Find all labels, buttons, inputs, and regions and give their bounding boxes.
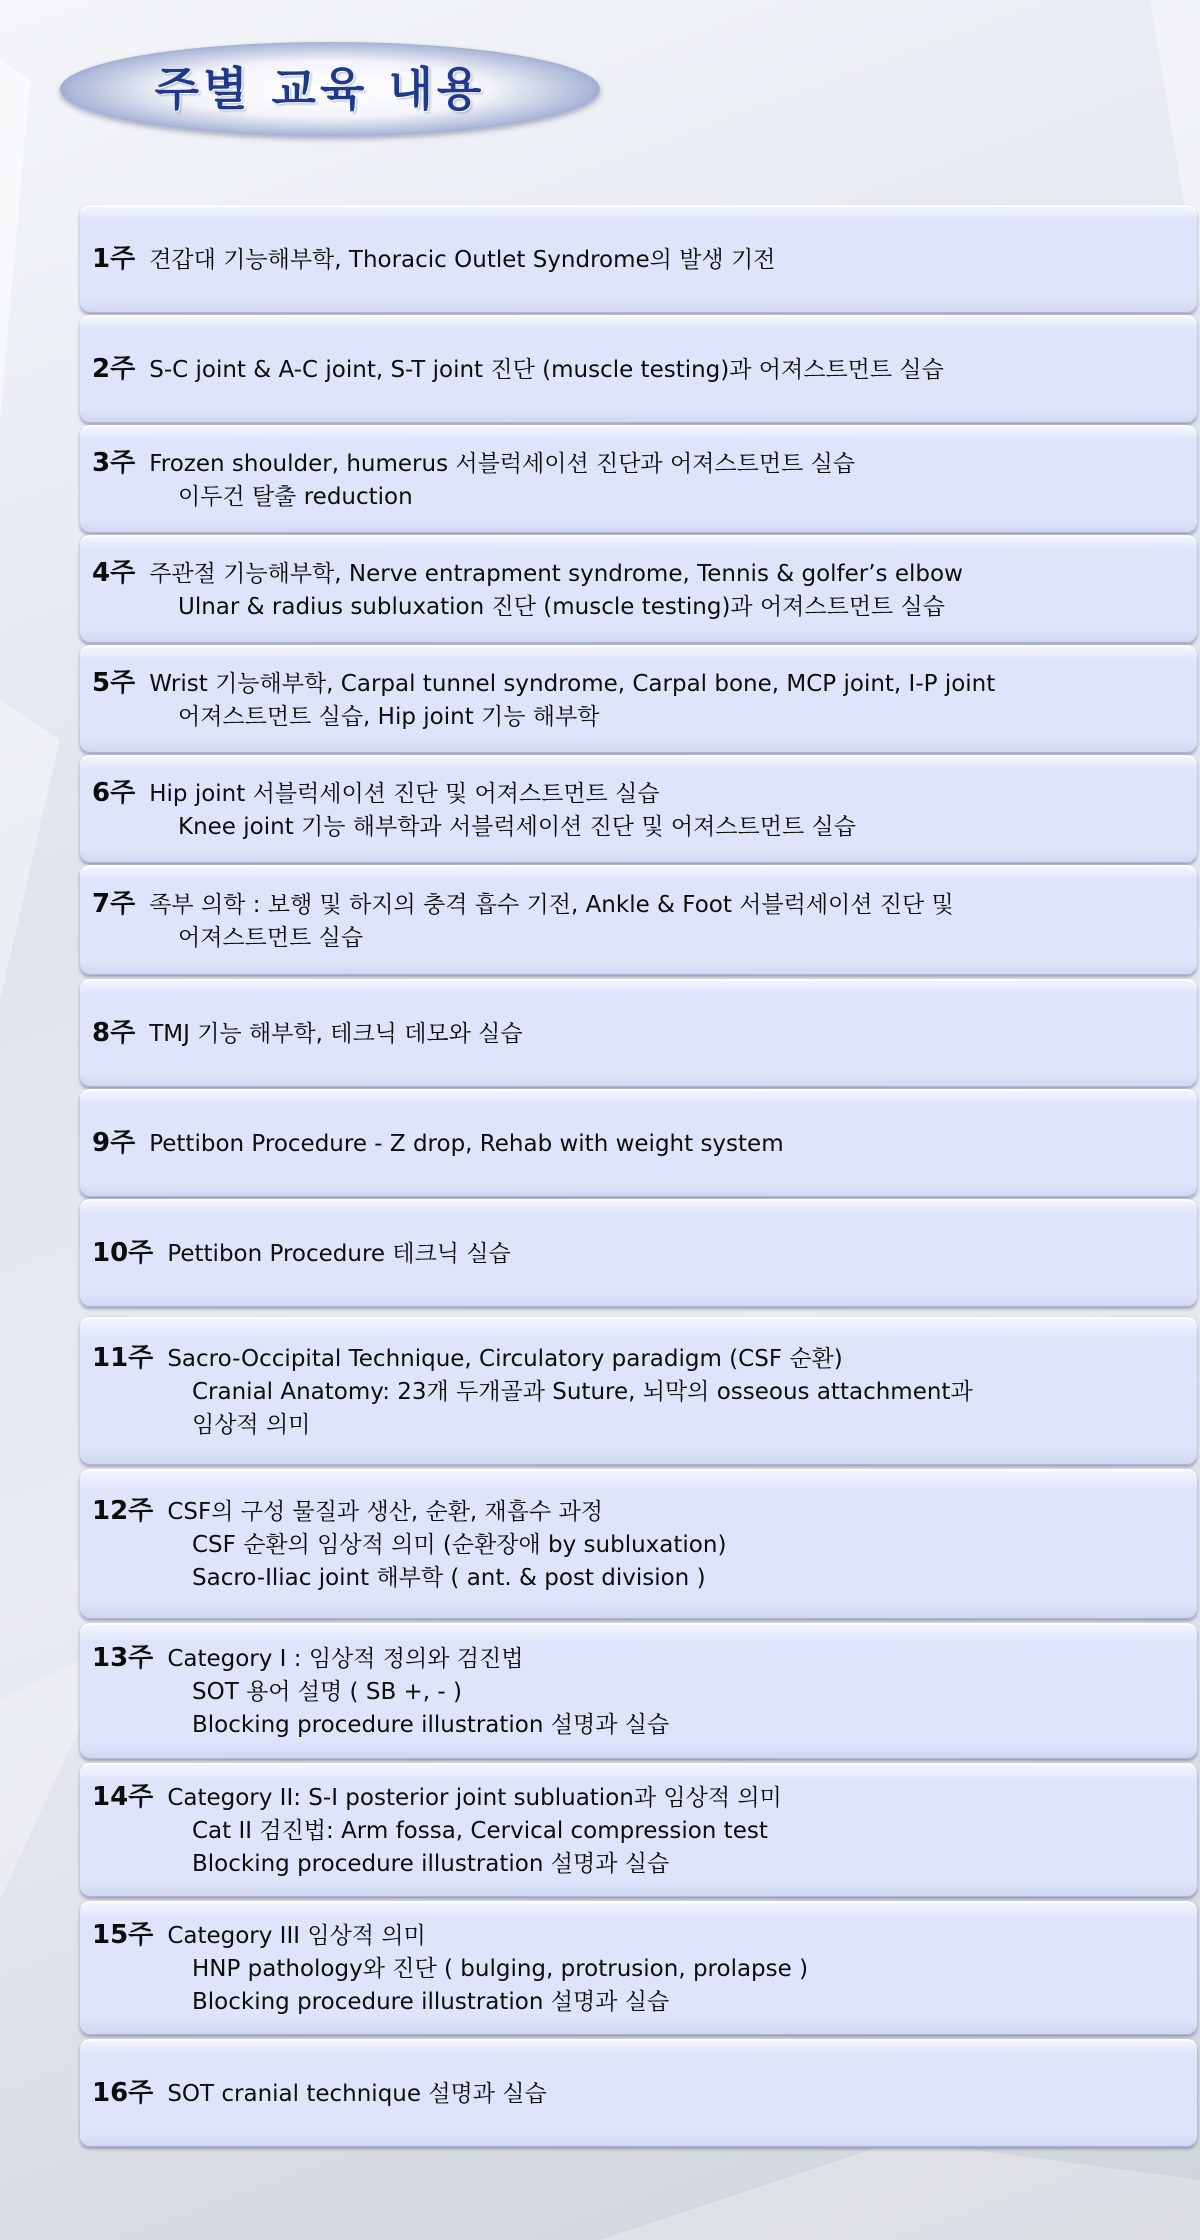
week-detail-line — [92, 1409, 1187, 1442]
week-text: Blocking procedure illustration 설명과 실습 — [192, 1712, 670, 1738]
week-label: 9주 — [92, 1128, 136, 1158]
week-row — [80, 535, 1197, 643]
week-row — [80, 1901, 1197, 2035]
week-row — [80, 1089, 1197, 1197]
week-detail-line — [92, 1848, 1187, 1881]
week-row — [80, 205, 1197, 313]
week-text: Blocking procedure illustration 설명과 실습 — [192, 1851, 670, 1877]
week-text: Knee joint 기능 해부학과 서블럭세이션 진단 및 어져스트먼트 실습 — [178, 813, 856, 840]
title-banner — [60, 42, 600, 136]
week-label: 10주 — [92, 1238, 154, 1268]
week-detail-line — [92, 1529, 1187, 1562]
week-main-line — [92, 353, 1187, 387]
page-title: 주별 교육 내용 — [154, 62, 486, 116]
week-label: 4주 — [92, 557, 136, 588]
week-label: 6주 — [92, 777, 136, 808]
week-text: 어져스트먼트 실습, Hip joint 기능 해부학 — [178, 703, 600, 730]
week-label: 11주 — [92, 1343, 154, 1373]
week-main-line — [92, 557, 1187, 591]
week-label: 12주 — [92, 1496, 154, 1526]
week-text: Pettibon Procedure - Z drop, Rehab with weight system — [149, 1131, 784, 1157]
week-detail-line — [92, 1709, 1187, 1742]
week-text: HNP pathology와 진단 ( bulging, protrusion, prolapse ) — [192, 1956, 809, 1982]
week-label: 15주 — [92, 1920, 154, 1950]
week-main-line — [92, 1495, 1187, 1529]
week-text: TMJ 기능 해부학, 테크닉 데모와 실습 — [149, 1021, 523, 1047]
week-label: 7주 — [92, 888, 136, 919]
week-main-line — [92, 1127, 1187, 1161]
week-main-line — [92, 1342, 1187, 1376]
week-main-line — [92, 777, 1187, 811]
week-row — [80, 1317, 1197, 1465]
week-text: S-C joint & A-C joint, S-T joint 진단 (muscle testing)과 어져스트먼트 실습 — [149, 357, 944, 383]
week-detail-line — [92, 1376, 1187, 1409]
week-text: Category I : 임상적 정의와 검진법 — [167, 1646, 524, 1672]
week-main-line — [92, 1237, 1187, 1271]
week-main-line — [92, 447, 1187, 481]
week-label: 8주 — [92, 1018, 136, 1048]
week-label: 16주 — [92, 2078, 154, 2108]
week-detail-line — [92, 1986, 1187, 2019]
week-text: 어져스트먼트 실습 — [178, 924, 364, 951]
week-text: 주관절 기능해부학, Nerve entrapment syndrome, Tennis & golfer’s elbow — [149, 560, 963, 587]
week-detail-line — [92, 701, 1187, 734]
week-row — [80, 1623, 1197, 1759]
week-main-line — [92, 243, 1187, 277]
week-text: Sacro-Iliac joint 해부학 ( ant. & post division ) — [192, 1565, 706, 1591]
week-label: 5주 — [92, 667, 136, 698]
week-detail-line — [92, 922, 1187, 955]
week-main-line — [92, 1919, 1187, 1953]
week-row — [80, 1469, 1197, 1619]
week-text: Ulnar & radius subluxation 진단 (muscle testing)과 어져스트먼트 실습 — [178, 593, 945, 620]
week-label: 14주 — [92, 1782, 154, 1812]
week-row — [80, 865, 1197, 975]
week-detail-line — [92, 1815, 1187, 1848]
week-row — [80, 1763, 1197, 1897]
week-text: Pettibon Procedure 테크닉 실습 — [167, 1241, 511, 1267]
week-text: Cranial Anatomy: 23개 두개골과 Suture, 뇌막의 osseous attachment과 — [192, 1379, 973, 1405]
week-text: SOT 용어 설명 ( SB +, - ) — [192, 1679, 463, 1705]
week-main-line — [92, 667, 1187, 701]
week-text: CSF의 구성 물질과 생산, 순환, 재흡수 과정 — [167, 1499, 603, 1525]
week-text: 이두건 탈출 reduction — [178, 483, 413, 510]
week-text: 임상적 의미 — [192, 1412, 311, 1438]
week-text: 족부 의학 : 보행 및 하지의 충격 흡수 기전, Ankle & Foot 서블럭세이션 진단 및 — [149, 891, 954, 918]
week-label: 13주 — [92, 1643, 154, 1673]
week-main-line — [92, 888, 1187, 922]
week-row — [80, 1199, 1197, 1307]
week-detail-line — [92, 591, 1187, 624]
week-detail-line — [92, 1953, 1187, 1986]
week-label: 3주 — [92, 447, 136, 478]
week-detail-line — [92, 1676, 1187, 1709]
week-text: Wrist 기능해부학, Carpal tunnel syndrome, Carpal bone, MCP joint, I-P joint — [149, 670, 996, 697]
week-main-line — [92, 1017, 1187, 1051]
week-row — [80, 2039, 1197, 2147]
week-row — [80, 645, 1197, 753]
week-detail-line — [92, 481, 1187, 514]
week-label: 2주 — [92, 354, 136, 384]
week-text: Hip joint 서블럭세이션 진단 및 어져스트먼트 실습 — [149, 780, 660, 807]
week-main-line — [92, 2077, 1187, 2111]
week-text: Blocking procedure illustration 설명과 실습 — [192, 1989, 670, 2015]
week-text: Category III 임상적 의미 — [167, 1923, 426, 1949]
week-detail-line — [92, 1562, 1187, 1595]
week-text: 견갑대 기능해부학, Thoracic Outlet Syndrome의 발생 기전 — [149, 247, 776, 273]
week-text: Frozen shoulder, humerus 서블럭세이션 진단과 어져스트먼트 실습 — [149, 450, 856, 477]
week-text: SOT cranial technique 설명과 실습 — [167, 2081, 547, 2107]
week-text: CSF 순환의 임상적 의미 (순환장애 by subluxation) — [192, 1532, 727, 1558]
week-row — [80, 755, 1197, 863]
week-row — [80, 425, 1197, 533]
week-row — [80, 979, 1197, 1087]
week-row — [80, 315, 1197, 423]
week-text: Cat II 검진법: Arm fossa, Cervical compression test — [192, 1818, 768, 1844]
week-label: 1주 — [92, 244, 136, 274]
week-text: Category II: S-I posterior joint subluation과 임상적 의미 — [167, 1785, 782, 1811]
week-detail-line — [92, 811, 1187, 844]
week-main-line — [92, 1781, 1187, 1815]
week-main-line — [92, 1642, 1187, 1676]
week-text: Sacro-Occipital Technique, Circulatory paradigm (CSF 순환) — [167, 1346, 843, 1372]
